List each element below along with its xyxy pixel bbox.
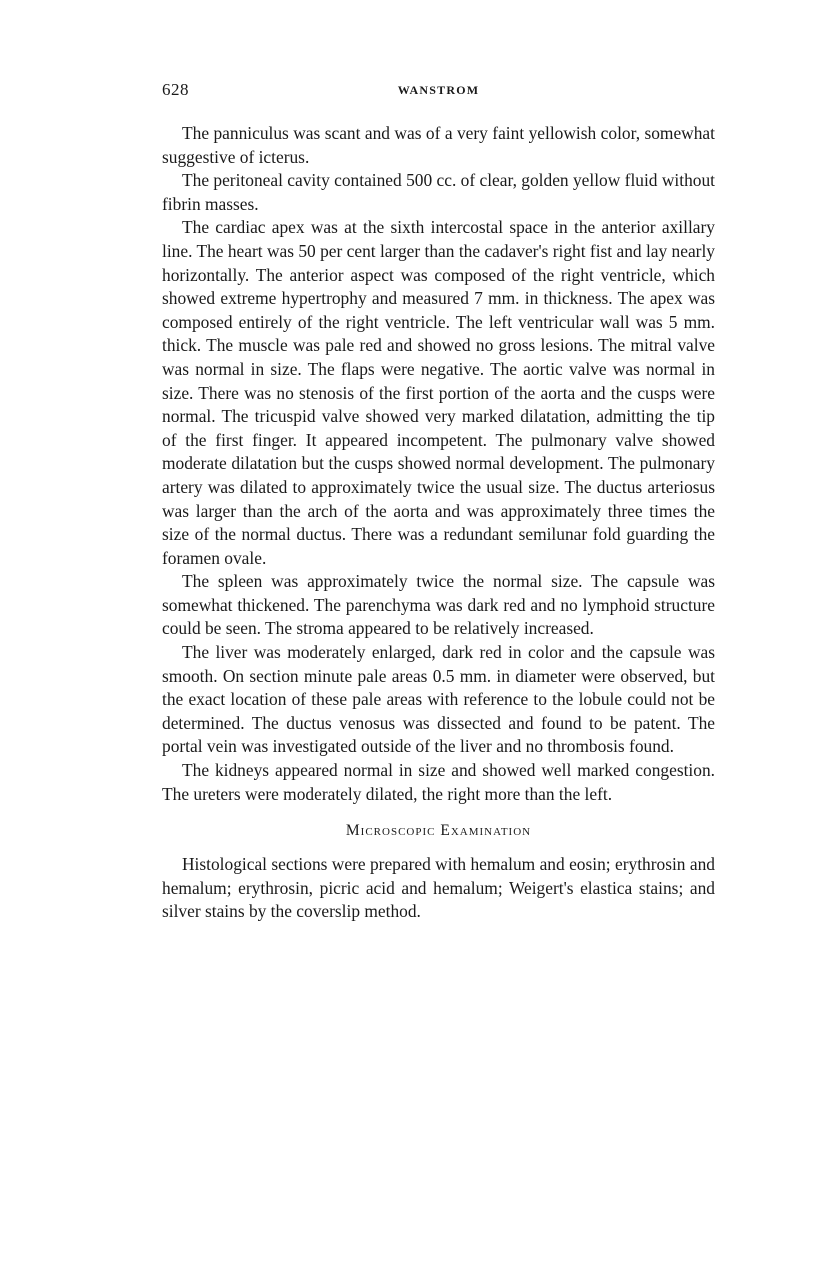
running-head <box>162 80 715 108</box>
running-title: WANSTROM <box>397 83 480 97</box>
body-text <box>162 122 715 924</box>
paragraph-histological-sections: Histological sections were prepared with hemalum and eosin; erythrosin and hemalum; erythrosin, picric acid and hemalum; Weigert's elastica stains; and silver stains by the coverslip method. <box>162 854 715 922</box>
paragraph-liver: The liver was moderately enlarged, dark red in color and the capsule was smooth. On section minute pale areas 0.5 mm. in diameter were observed, but the exact location of these pale areas with reference to the lobule could not be determined. The ductus venosus was dissected and found to be patent. The portal vein was investigated outside of the liver and no thrombosis found. <box>162 642 715 757</box>
section-heading <box>162 822 715 840</box>
paragraph-peritoneal-cavity: The peritoneal cavity contained 500 cc. of clear, golden yellow fluid without fibrin masses. <box>162 170 715 214</box>
paragraph-spleen: The spleen was approximately twice the normal size. The capsule was somewhat thickened. The parenchyma was dark red and no lymphoid structure could be seen. The stroma appeared to be relatively increased. <box>162 571 715 639</box>
paragraph-panniculus: The panniculus was scant and was of a very faint yellowish color, somewhat suggestive of icterus. <box>162 123 715 167</box>
paragraph-heart: The cardiac apex was at the sixth intercostal space in the anterior axillary line. The heart was 50 per cent larger than the cadaver's right fist and lay nearly horizontally. The anterior aspect was composed of the right ventricle, which showed extreme hypertrophy and measured 7 mm. in thickness. The apex was composed entirely of the right ventricle. The left ventricular wall was 5 mm. thick. The muscle was pale red and showed no gross lesions. The mitral valve was normal in size. The flaps were negative. The aortic valve was normal in size. There was no stenosis of the first portion of the aorta and the cusps were normal. The tricuspid valve showed very marked dilatation, admitting the tip of the first finger. It appeared incompetent. The pulmonary valve showed moderate dilatation but the cusps showed normal development. The pulmonary artery was dilated to approximately twice the usual size. The ductus arteriosus was larger than the arch of the aorta and was approximately three times the size of the normal ductus. There was a redundant semilunar fold guarding the foramen ovale. <box>162 217 715 568</box>
page <box>162 80 715 924</box>
section-heading-text: Microscopic Examination <box>345 822 532 840</box>
page-number: 628 <box>162 80 189 99</box>
paragraph-kidneys: The kidneys appeared normal in size and showed well marked congestion. The ureters were moderately dilated, the right more than the left. <box>162 760 715 804</box>
